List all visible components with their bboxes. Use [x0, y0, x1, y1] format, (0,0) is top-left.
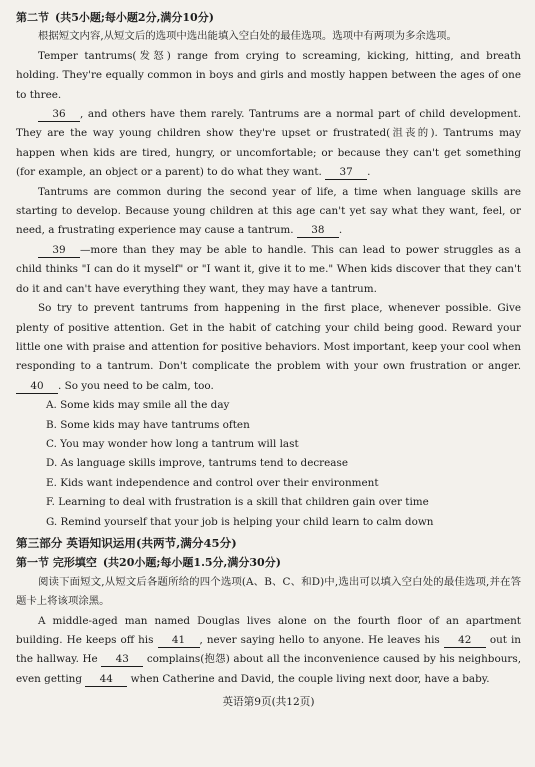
- passage-paragraph-2: [16, 105, 521, 183]
- option-e: E. Kids want independence and control over their environment: [46, 476, 379, 489]
- option-c: C. You may wonder how long a tantrum will last: [46, 437, 299, 450]
- section2-note: (共5小题;每小题2分,满分10分): [55, 11, 214, 24]
- paragraph-4-text: —more than they may be able to handle. This can lead to power struggles as a child thinks "I can do it myself" or "I want it, give it to me." When kids discover that they can't do it and can't have everything they want, they may have a tantrum.: [16, 243, 521, 295]
- answer-options: [16, 396, 521, 532]
- paragraph-3-end: .: [338, 224, 343, 237]
- cloze-text-4: complains(抱怨) about all the inconvenience caused by his neighbours, even getting: [16, 653, 521, 685]
- passage-paragraph-3: [16, 183, 521, 241]
- paragraph-5-text: So try to prevent tantrums from happening in the first place, whenever possible. Give plenty of positive attention. Get in the habit of catching your child being good. Reward your little one with praise and attention for positive behaviors. Most important, keep your cool when responding to a tantrum. Don't complicate the problem with your own frustration or anger.: [16, 302, 521, 373]
- section1-instruction: 阅读下面短文,从短文后各题所给的四个选项(A、B、C、和D)中,选出可以填入空白处的最佳选项,并在答题卡上将该项涂黑。: [16, 575, 521, 608]
- blank-40: 40: [16, 379, 58, 394]
- section2-heading: [16, 8, 521, 27]
- cloze-text-2: , never saying hello to anyone. He leaves his: [199, 634, 440, 646]
- cloze-text-3: out in the hallway. He: [16, 634, 521, 666]
- blank-38: 38: [297, 223, 339, 238]
- blank-36: 36: [38, 107, 80, 122]
- passage-paragraph-5: [16, 299, 521, 396]
- option-d: D. As language skills improve, tantrums tend to decrease: [46, 457, 348, 470]
- option-f: F. Learning to deal with frustration is a skill that children gain over time: [46, 496, 429, 509]
- option-g: G. Remind yourself that your job is helping your child learn to calm down: [46, 515, 434, 528]
- section1-heading: [16, 553, 521, 572]
- blank-42: 42: [444, 633, 486, 648]
- option-b: B. Some kids may have tantrums often: [46, 418, 250, 431]
- part3-heading: 第三部分 英语知识运用(共两节,满分45分): [16, 535, 237, 550]
- section1-note: (共20小题;每小题1.5分,满分30分): [102, 556, 281, 570]
- option-a: A. Some kids may smile all the day: [46, 399, 230, 412]
- section2-instruction: 根据短文内容,从短文后的选项中选出能填入空白处的最佳选项。选项中有两项为多余选项。: [38, 30, 457, 43]
- blank-43: 43: [101, 652, 143, 667]
- paragraph-2-text: , and others have them rarely. Tantrums are a normal part of child development. They are the way young children show they're upset or frustrated(沮丧的). Tantrums may happen when kids are tired, hungry, or uncomfortable; or because they can't get something (for example, an object or a parent) to do what they want.: [16, 108, 521, 179]
- passage-paragraph-4: [16, 241, 521, 299]
- blank-41: 41: [158, 633, 200, 648]
- page-footer: 英语第9页(共12页): [222, 696, 315, 709]
- section2-title: 第二节: [16, 11, 49, 24]
- blank-44: 44: [85, 672, 127, 687]
- cloze-text-5: when Catherine and David, the couple living next door, have a baby.: [130, 672, 490, 685]
- passage-paragraph-1: Temper tantrums(发怒) range from crying to screaming, kicking, hitting, and breath holding. They're equally common in boys and girls and mostly happen between the ages of one to three.: [16, 49, 521, 101]
- paragraph-2-end: .: [367, 166, 371, 179]
- blank-39: 39: [38, 243, 80, 258]
- paragraph-5-end: . So you need to be calm, too.: [58, 379, 214, 392]
- cloze-paragraph-1: [16, 612, 521, 690]
- blank-37: 37: [325, 165, 367, 180]
- section1-title: 第一节 完形填空: [16, 556, 97, 570]
- paragraph-3-text: Tantrums are common during the second year of life, a time when language skills are starting to develop. Because young children at this age can't yet say what they want, feel, or need, a frustrating experience may cause a tantrum.: [16, 185, 521, 237]
- cloze-text-1: A middle-aged man named Douglas lives alone on the fourth floor of an apartment building. He keeps off his: [16, 614, 521, 646]
